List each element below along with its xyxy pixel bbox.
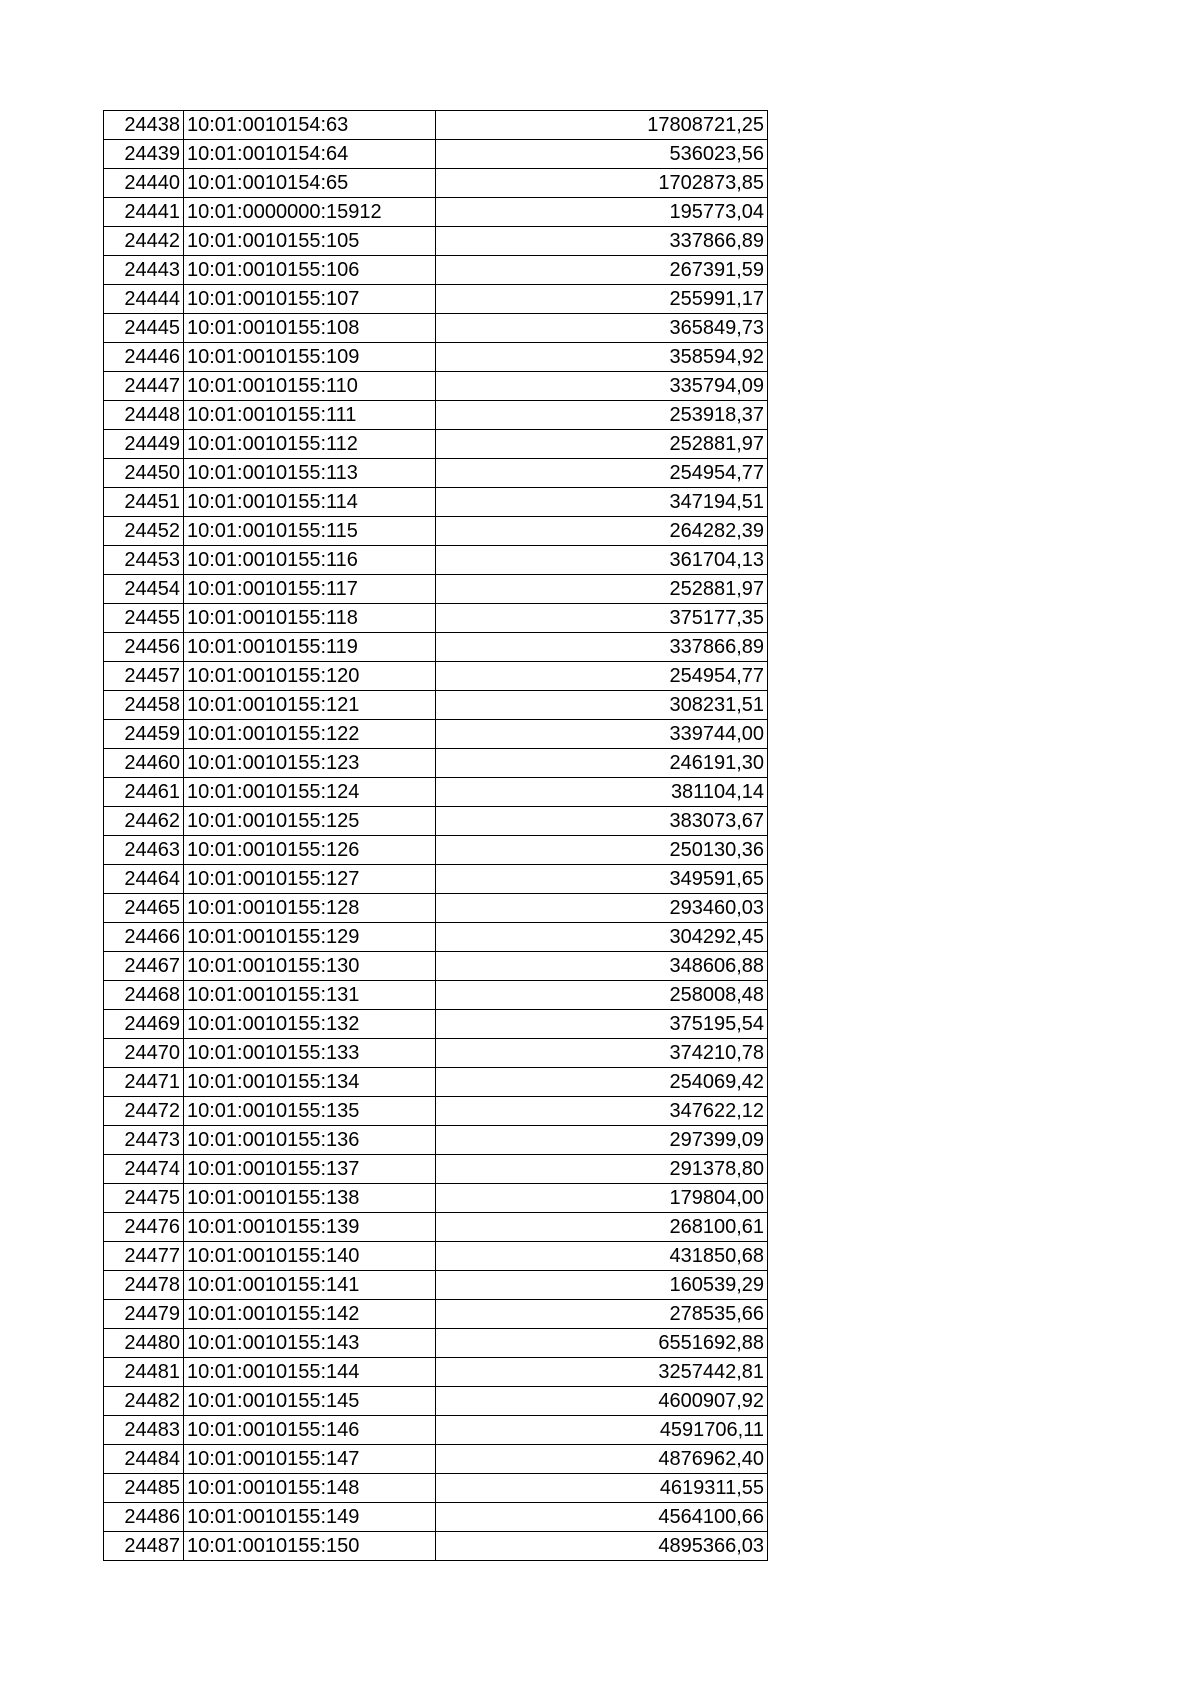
cadastral-number-cell: 10:01:0010155:134 [184,1068,436,1097]
table-row [104,227,768,256]
table-row [104,1097,768,1126]
cadastral-number-cell: 10:01:0010155:117 [184,575,436,604]
row-number-cell: 24452 [104,517,184,546]
row-number-cell: 24481 [104,1358,184,1387]
data-table [103,110,768,1561]
cadastral-number-cell: 10:01:0010155:108 [184,314,436,343]
row-number-cell: 24446 [104,343,184,372]
cadastral-number-cell: 10:01:0010155:121 [184,691,436,720]
value-cell: 337866,89 [436,633,768,662]
row-number-cell: 24484 [104,1445,184,1474]
table-row [104,198,768,227]
row-number-cell: 24457 [104,662,184,691]
value-cell: 252881,97 [436,430,768,459]
row-number-cell: 24472 [104,1097,184,1126]
table-row [104,1329,768,1358]
value-cell: 17808721,25 [436,111,768,140]
cadastral-number-cell: 10:01:0010154:65 [184,169,436,198]
value-cell: 308231,51 [436,691,768,720]
row-number-cell: 24438 [104,111,184,140]
row-number-cell: 24443 [104,256,184,285]
row-number-cell: 24460 [104,749,184,778]
cadastral-number-cell: 10:01:0010155:143 [184,1329,436,1358]
table-row [104,1213,768,1242]
table-row [104,749,768,778]
value-cell: 375177,35 [436,604,768,633]
value-cell: 4591706,11 [436,1416,768,1445]
table-row [104,546,768,575]
table-row [104,1532,768,1561]
table-row [104,1387,768,1416]
table-row [104,111,768,140]
row-number-cell: 24455 [104,604,184,633]
row-number-cell: 24467 [104,952,184,981]
row-number-cell: 24475 [104,1184,184,1213]
value-cell: 335794,09 [436,372,768,401]
row-number-cell: 24441 [104,198,184,227]
cadastral-number-cell: 10:01:0010155:139 [184,1213,436,1242]
value-cell: 365849,73 [436,314,768,343]
table-row [104,1474,768,1503]
table-body [104,111,768,1561]
cadastral-number-cell: 10:01:0010155:137 [184,1155,436,1184]
row-number-cell: 24473 [104,1126,184,1155]
table-row [104,807,768,836]
table-row [104,865,768,894]
value-cell: 179804,00 [436,1184,768,1213]
row-number-cell: 24486 [104,1503,184,1532]
value-cell: 278535,66 [436,1300,768,1329]
cadastral-number-cell: 10:01:0010155:119 [184,633,436,662]
row-number-cell: 24469 [104,1010,184,1039]
value-cell: 6551692,88 [436,1329,768,1358]
value-cell: 348606,88 [436,952,768,981]
cadastral-number-cell: 10:01:0010155:135 [184,1097,436,1126]
row-number-cell: 24444 [104,285,184,314]
value-cell: 254954,77 [436,459,768,488]
value-cell: 361704,13 [436,546,768,575]
cadastral-number-cell: 10:01:0010155:105 [184,227,436,256]
cadastral-number-cell: 10:01:0010155:113 [184,459,436,488]
value-cell: 195773,04 [436,198,768,227]
table-row [104,517,768,546]
value-cell: 1702873,85 [436,169,768,198]
table-row [104,372,768,401]
cadastral-number-cell: 10:01:0010155:127 [184,865,436,894]
cadastral-number-cell: 10:01:0010155:148 [184,1474,436,1503]
table-row [104,604,768,633]
cadastral-number-cell: 10:01:0010155:107 [184,285,436,314]
table-row [104,894,768,923]
value-cell: 536023,56 [436,140,768,169]
table-row [104,256,768,285]
cadastral-number-cell: 10:01:0010155:120 [184,662,436,691]
cadastral-number-cell: 10:01:0010155:111 [184,401,436,430]
table-row [104,488,768,517]
row-number-cell: 24442 [104,227,184,256]
cadastral-number-cell: 10:01:0010155:142 [184,1300,436,1329]
table-row [104,836,768,865]
table-row [104,1155,768,1184]
value-cell: 254954,77 [436,662,768,691]
row-number-cell: 24468 [104,981,184,1010]
value-cell: 253918,37 [436,401,768,430]
value-cell: 4564100,66 [436,1503,768,1532]
value-cell: 347622,12 [436,1097,768,1126]
row-number-cell: 24454 [104,575,184,604]
value-cell: 374210,78 [436,1039,768,1068]
cadastral-number-cell: 10:01:0010155:144 [184,1358,436,1387]
value-cell: 4600907,92 [436,1387,768,1416]
row-number-cell: 24453 [104,546,184,575]
cadastral-number-cell: 10:01:0010155:116 [184,546,436,575]
row-number-cell: 24462 [104,807,184,836]
row-number-cell: 24447 [104,372,184,401]
row-number-cell: 24461 [104,778,184,807]
row-number-cell: 24439 [104,140,184,169]
value-cell: 381104,14 [436,778,768,807]
cadastral-number-cell: 10:01:0010155:138 [184,1184,436,1213]
cadastral-number-cell: 10:01:0010155:149 [184,1503,436,1532]
value-cell: 375195,54 [436,1010,768,1039]
row-number-cell: 24474 [104,1155,184,1184]
cadastral-number-cell: 10:01:0010155:132 [184,1010,436,1039]
row-number-cell: 24466 [104,923,184,952]
row-number-cell: 24465 [104,894,184,923]
table-row [104,1068,768,1097]
row-number-cell: 24480 [104,1329,184,1358]
value-cell: 337866,89 [436,227,768,256]
cadastral-number-cell: 10:01:0010154:64 [184,140,436,169]
table-row [104,575,768,604]
table-row [104,662,768,691]
table-row [104,401,768,430]
row-number-cell: 24479 [104,1300,184,1329]
value-cell: 250130,36 [436,836,768,865]
cadastral-number-cell: 10:01:0010155:136 [184,1126,436,1155]
cadastral-number-cell: 10:01:0010155:147 [184,1445,436,1474]
table-row [104,1416,768,1445]
row-number-cell: 24456 [104,633,184,662]
cadastral-number-cell: 10:01:0010155:110 [184,372,436,401]
cadastral-number-cell: 10:01:0010155:126 [184,836,436,865]
table-row [104,691,768,720]
table-row [104,459,768,488]
table-row [104,1039,768,1068]
value-cell: 358594,92 [436,343,768,372]
value-cell: 246191,30 [436,749,768,778]
row-number-cell: 24440 [104,169,184,198]
value-cell: 258008,48 [436,981,768,1010]
value-cell: 264282,39 [436,517,768,546]
table-row [104,1242,768,1271]
value-cell: 254069,42 [436,1068,768,1097]
row-number-cell: 24458 [104,691,184,720]
row-number-cell: 24463 [104,836,184,865]
cadastral-number-cell: 10:01:0010155:106 [184,256,436,285]
table-row [104,1300,768,1329]
value-cell: 3257442,81 [436,1358,768,1387]
cadastral-number-cell: 10:01:0010155:140 [184,1242,436,1271]
value-cell: 160539,29 [436,1271,768,1300]
cadastral-number-cell: 10:01:0010155:130 [184,952,436,981]
row-number-cell: 24448 [104,401,184,430]
cadastral-number-cell: 10:01:0010155:145 [184,1387,436,1416]
row-number-cell: 24482 [104,1387,184,1416]
table-row [104,1184,768,1213]
table-row [104,140,768,169]
cadastral-number-cell: 10:01:0010155:118 [184,604,436,633]
row-number-cell: 24451 [104,488,184,517]
table-row [104,1503,768,1532]
value-cell: 4876962,40 [436,1445,768,1474]
row-number-cell: 24487 [104,1532,184,1561]
value-cell: 431850,68 [436,1242,768,1271]
value-cell: 4619311,55 [436,1474,768,1503]
table-row [104,633,768,662]
cadastral-number-cell: 10:01:0010155:133 [184,1039,436,1068]
table-row [104,1358,768,1387]
value-cell: 293460,03 [436,894,768,923]
table-row [104,314,768,343]
cadastral-number-cell: 10:01:0010155:131 [184,981,436,1010]
value-cell: 304292,45 [436,923,768,952]
row-number-cell: 24485 [104,1474,184,1503]
table-row [104,1271,768,1300]
cadastral-number-cell: 10:01:0010155:128 [184,894,436,923]
cadastral-number-cell: 10:01:0010155:112 [184,430,436,459]
table-row [104,1010,768,1039]
table-row [104,778,768,807]
value-cell: 339744,00 [436,720,768,749]
value-cell: 383073,67 [436,807,768,836]
cadastral-number-cell: 10:01:0010155:150 [184,1532,436,1561]
row-number-cell: 24450 [104,459,184,488]
value-cell: 291378,80 [436,1155,768,1184]
value-cell: 297399,09 [436,1126,768,1155]
cadastral-number-cell: 10:01:0010155:115 [184,517,436,546]
table-row [104,343,768,372]
table-row [104,169,768,198]
table-row [104,923,768,952]
table-row [104,285,768,314]
value-cell: 347194,51 [436,488,768,517]
cadastral-number-cell: 10:01:0010155:122 [184,720,436,749]
cadastral-number-cell: 10:01:0010155:141 [184,1271,436,1300]
cadastral-number-cell: 10:01:0010155:125 [184,807,436,836]
row-number-cell: 24478 [104,1271,184,1300]
cadastral-number-cell: 10:01:0010154:63 [184,111,436,140]
row-number-cell: 24470 [104,1039,184,1068]
row-number-cell: 24483 [104,1416,184,1445]
row-number-cell: 24471 [104,1068,184,1097]
table-row [104,981,768,1010]
row-number-cell: 24449 [104,430,184,459]
table-row [104,1126,768,1155]
table-row [104,720,768,749]
value-cell: 252881,97 [436,575,768,604]
row-number-cell: 24459 [104,720,184,749]
table-row [104,952,768,981]
value-cell: 4895366,03 [436,1532,768,1561]
table-row [104,1445,768,1474]
cadastral-number-cell: 10:01:0010155:124 [184,778,436,807]
cadastral-number-cell: 10:01:0010155:109 [184,343,436,372]
row-number-cell: 24445 [104,314,184,343]
row-number-cell: 24464 [104,865,184,894]
cadastral-number-cell: 10:01:0000000:15912 [184,198,436,227]
table-row [104,430,768,459]
value-cell: 255991,17 [436,285,768,314]
cadastral-number-cell: 10:01:0010155:146 [184,1416,436,1445]
cadastral-number-cell: 10:01:0010155:129 [184,923,436,952]
row-number-cell: 24477 [104,1242,184,1271]
row-number-cell: 24476 [104,1213,184,1242]
value-cell: 268100,61 [436,1213,768,1242]
cadastral-number-cell: 10:01:0010155:123 [184,749,436,778]
value-cell: 267391,59 [436,256,768,285]
cadastral-number-cell: 10:01:0010155:114 [184,488,436,517]
value-cell: 349591,65 [436,865,768,894]
